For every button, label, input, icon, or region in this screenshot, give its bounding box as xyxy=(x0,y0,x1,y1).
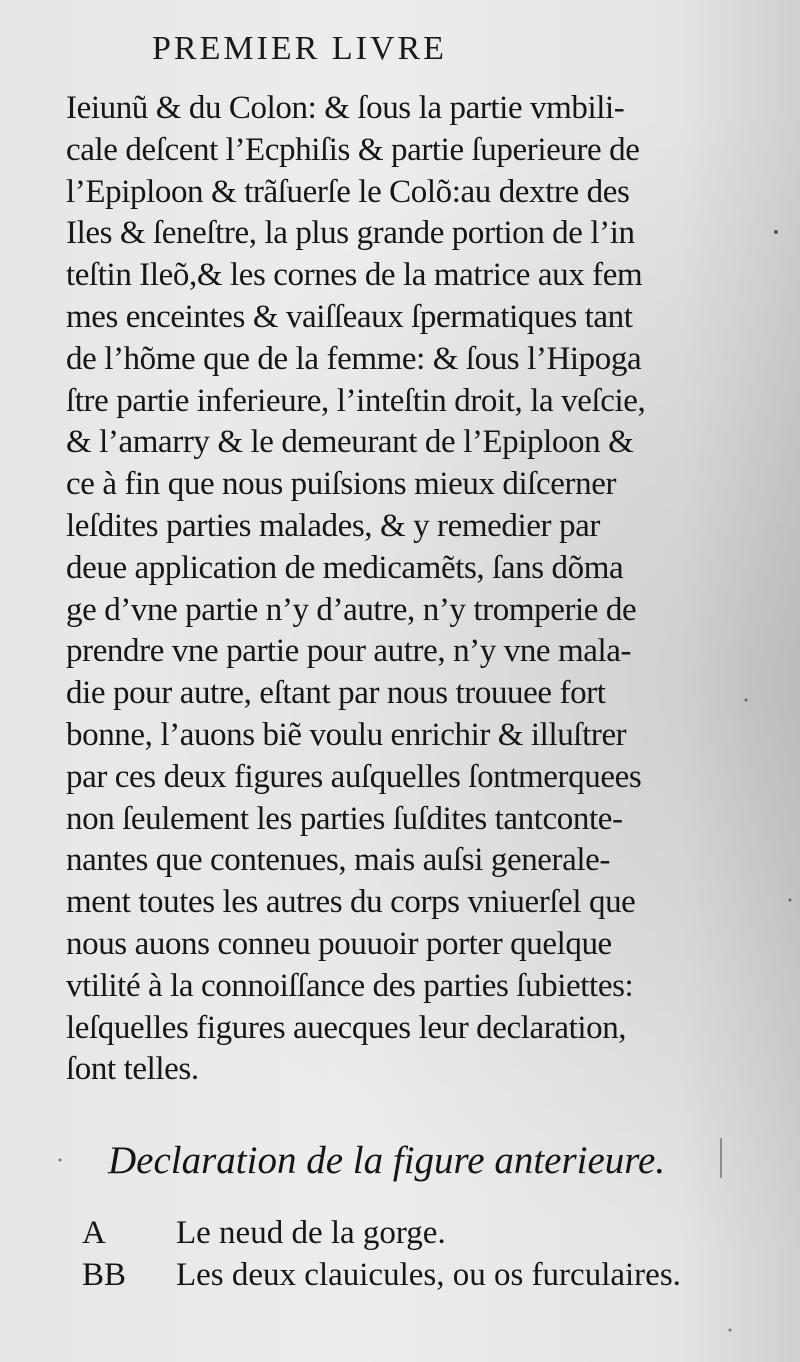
ink-speck xyxy=(59,1159,62,1162)
text-line: leſquelles figures auecques leur declaration, xyxy=(66,1009,627,1046)
text-line: ce à fin que nous puiſsions mieux diſcerner xyxy=(66,466,617,503)
text-line: Ieiunũ & du Colon: & ſous la partie vmbili- xyxy=(66,90,625,126)
legend-text: Les deux clauicules, ou os furculaires. xyxy=(176,1257,681,1293)
text-line: par ces deux figures auſquelles ſontmerquees xyxy=(66,758,642,795)
ink-speck xyxy=(745,699,748,702)
text-line: ment toutes les autres du corps vniuerſel que xyxy=(66,884,636,921)
text-line: l’Epiploon & trãſuerſe le Colõ:au dextre des xyxy=(66,173,630,210)
text-line: Iles & ſeneſtre, la plus grande portion de l’in xyxy=(66,215,635,252)
legend-key: BB xyxy=(82,1257,127,1293)
text-line: vtilité à la connoiſſance des parties ſubiettes: xyxy=(66,967,634,1004)
text-line: ge d’vne partie n’y d’autre, n’y tromperie de xyxy=(66,591,637,628)
text-line: nous auons conneu pouuoir porter quelque xyxy=(66,925,612,962)
text-line: leſdites parties malades, & y remedier par xyxy=(66,507,600,544)
ink-speck xyxy=(789,899,792,902)
text-line: nantes que contenues, mais auſsi generale- xyxy=(66,842,610,879)
section-heading: Declaration de la figure anterieure. xyxy=(108,1139,666,1182)
text-line: de l’hõme que de la femme: & ſous l’Hipoga xyxy=(66,340,642,377)
text-line: ſtre partie inferieure, l’inteſtin droit, la veſcie, xyxy=(66,382,646,419)
text-line: non ſeulement les parties ſuſdites tantconte- xyxy=(66,800,623,837)
ink-speck xyxy=(729,1329,732,1332)
ink-speck xyxy=(774,230,778,234)
running-head: PREMIER LIVRE xyxy=(152,30,447,67)
text-line: mes enceintes & vaiſſeaux ſpermatiques tant xyxy=(66,298,633,335)
text-line: die pour autre, eſtant par nous trouuee fort xyxy=(66,675,606,712)
text-line: deue application de medicamẽts, ſans dõma xyxy=(66,549,624,586)
legend-key: A xyxy=(82,1215,106,1251)
text-line: prendre vne partie pour autre, n’y vne mala- xyxy=(66,633,632,670)
text-line: ſont telles. xyxy=(66,1051,199,1088)
text-line: bonne, l’auons biẽ voulu enrichir & illuſtrer xyxy=(66,716,627,753)
legend-text: Le neud de la gorge. xyxy=(176,1215,446,1251)
text-line: & l’amarry & le demeurant de l’Epiploon & xyxy=(66,424,634,461)
text-line: cale deſcent l’Ecphiſis & partie ſuperieure de xyxy=(66,131,640,168)
text-line: teſtin Ileõ,& les cornes de la matrice aux fem xyxy=(66,257,643,294)
